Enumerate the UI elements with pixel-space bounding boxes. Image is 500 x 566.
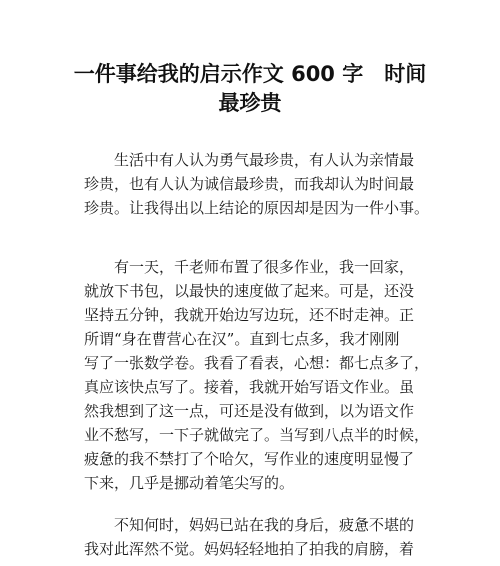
- text-line: 疲惫的我不禁打了个哈欠，写作业的速度明显慢了: [84, 450, 415, 468]
- text-line: 不知何时，妈妈已站在我的身后，疲惫不堪的: [84, 516, 415, 534]
- paragraph-3: [84, 513, 424, 561]
- text-line: 珍贵，也有人认为诚信最珍贵，而我却认为时间最: [84, 175, 415, 193]
- text-line: 珍贵。让我得出以上结论的原因却是因为一件小事。: [84, 199, 430, 217]
- paragraph-1: [84, 148, 430, 220]
- text-line: 所谓“身在曹营心在汉”。直到七点多，我才刚刚: [84, 330, 400, 348]
- text-line: 然我想到了这一点，可还是没有做到，以为语文作: [84, 402, 415, 420]
- text-line: 就放下书包，以最快的速度做了起来。可是，还没: [84, 282, 415, 300]
- text-line: 真应该快点写了。接着，我就开始写语文作业。虽: [84, 378, 415, 396]
- document-title-line-2: 最珍贵: [218, 91, 282, 115]
- text-line: 坚持五分钟，我就开始边写边玩，还不时走神。正: [84, 306, 415, 324]
- text-line: 写了一张数学卷。我看了看表，心想：都七点多了，: [84, 354, 430, 372]
- document-title-line-1: 一件事给我的启示作文 600 字 时间: [73, 62, 427, 86]
- text-line: 有一天，千老师布置了很多作业，我一回家，: [84, 258, 415, 276]
- paragraph-2: [84, 255, 430, 495]
- text-line: 生活中有人认为勇气最珍贵，有人认为亲情最: [84, 151, 415, 169]
- text-line: 下来，几乎是挪动着笔尖写的。: [84, 474, 295, 492]
- text-line: 我对此浑然不觉。妈妈轻轻地拍了拍我的肩膀，着: [84, 540, 415, 558]
- text-line: 业不愁写，一下子就做完了。当写到八点半的时候，: [84, 426, 430, 444]
